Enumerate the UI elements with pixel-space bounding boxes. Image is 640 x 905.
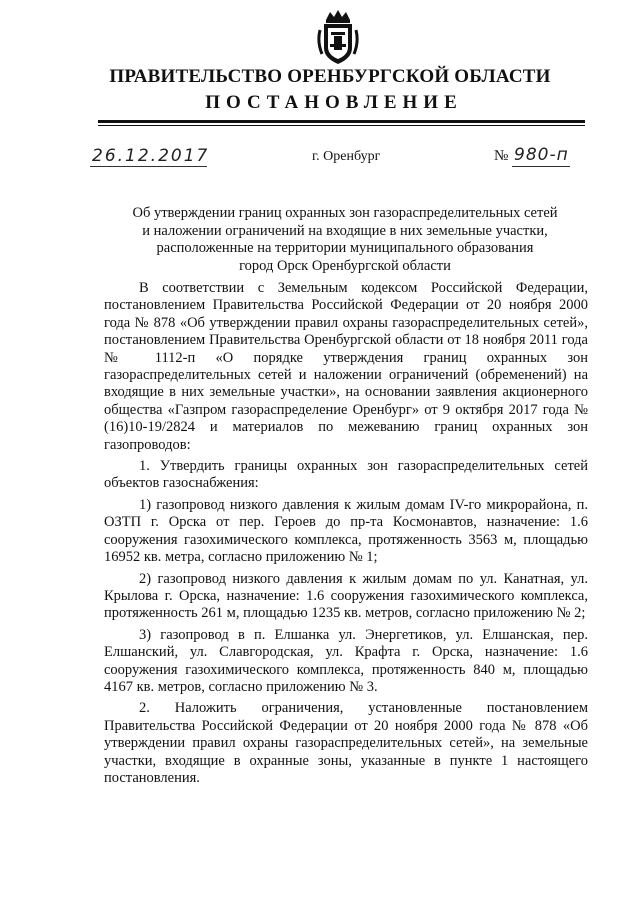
document-date: 26.12.2017 [92,146,210,166]
title-line: и наложении ограничений на входящие в них земельные участки, [142,222,548,239]
date-underline [90,166,207,167]
header-divider-thick [98,120,585,123]
clause-2: 2. Наложить ограничения, установленные постановлением Правительства Российской Федерации от 20 ноября 2000 года № 878 «Об утверждении правил охраны газораспределительных сетей», на земельные участки, входящие в охранные зоны, указанные в пункте 1 настоящего постановления. [104,700,588,786]
document-body [104,280,588,787]
clause-1-item-2: 2) газопровод низкого давления к жилым домам по ул. Канатная, ул. Крылова г. Орска, назначение: 1.6 сооружения газохимического комплекса, протяженность 261 м, площадью 1235 кв. метров, согласно приложению № 2; [104,570,588,622]
document-number: 980-п [514,145,569,165]
title-line: Об утверждении границ охранных зон газораспределительных сетей [132,205,558,221]
clause-1: 1. Утвердить границы охранных зон газораспределительных сетей объектов газоснабжения: [104,458,588,492]
clause-1-item-3: 3) газопровод в п. Елшанка ул. Энергетиков, ул. Елшанская, пер. Елшанский, ул. Славгородская, ул. Крафта г. Орска, назначение: 1.6 сооружения газохимического комплекса, протяженность 840 м, площадью 4167 кв. метров, согласно приложению № 3. [104,626,588,695]
preamble-paragraph: В соответствии с Земельным кодексом Российской Федерации, постановлением Правительства Российской Федерации от 20 ноября 2000 года № 878 «Об утверждении правил охраны газораспределительных сетей», постановлением Правительства Оренбургской области от 18 ноября 2011 года № 1112-п «О порядке утверждения границ охранных зон газораспределительных сетей и наложении ограничений (обременений) на входящие в них земельные участки», на основании заявления акционерного общества «Газпром газораспределение Оренбург» от 9 октября 2017 года № (16)10-19/2824 и материалов по межеванию границ охранных зон газопроводов: [104,280,588,453]
government-name: ПРАВИТЕЛЬСТВО ОРЕНБУРГСКОЙ ОБЛАСТИ [109,66,551,87]
header-divider-thin [98,125,585,126]
document-type: ПОСТАНОВЛЕНИЕ [205,92,463,113]
clause-1-item-1: 1) газопровод низкого давления к жилым домам IV-го микрорайона, п. ОЗТП г. Орска от пер. Героев до пр-та Космонавтов, назначение: 1.6 сооружения газохимического комплекса, протяженность 3563 м, площадью 16952 кв. метра, согласно приложению № 1; [104,496,588,566]
number-underline [512,166,570,167]
document-title [110,205,580,275]
number-sign: № [494,148,509,164]
title-line: расположенные на территории муниципального образования [156,240,534,256]
coat-of-arms-icon [316,8,360,66]
document-city: г. Оренбург [312,149,381,164]
title-line: город Орск Оренбургской области [239,257,451,274]
